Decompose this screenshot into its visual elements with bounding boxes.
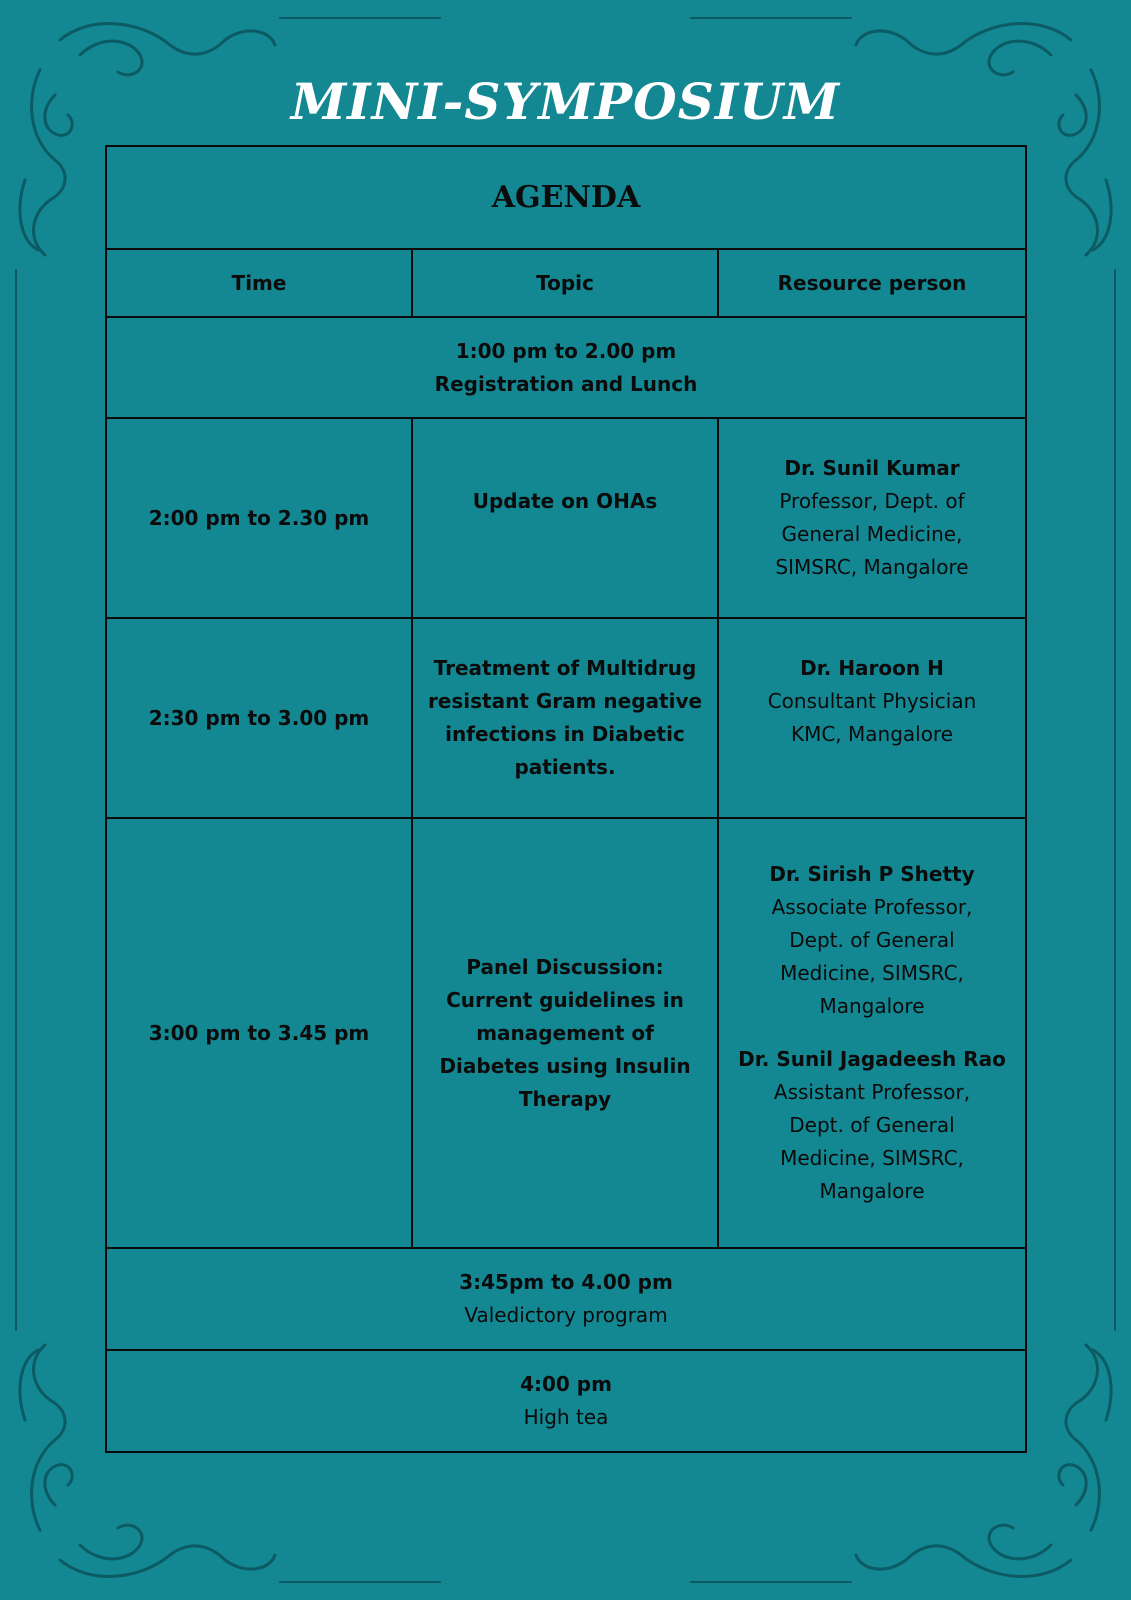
topic-line: patients. xyxy=(514,755,616,779)
topic-line: Panel Discussion: xyxy=(466,954,664,979)
speaker-name: Dr. Sirish P Shetty xyxy=(769,862,975,886)
topic-line: infections in Diabetic xyxy=(445,722,685,746)
valedictory-cell xyxy=(106,1248,1026,1350)
session-3-resource-person xyxy=(718,818,1026,1248)
registration-cell xyxy=(106,317,1026,418)
column-header-time: Time xyxy=(106,249,412,317)
speaker-detail: Dept. of General xyxy=(789,928,955,952)
registration-label: Registration and Lunch xyxy=(434,371,698,396)
speaker-name: Dr. Sunil Kumar xyxy=(784,456,960,480)
speaker-detail: KMC, Mangalore xyxy=(790,722,954,746)
session-3-time: 3:00 pm to 3.45 pm xyxy=(106,818,412,1248)
column-header-resource-person: Resource person xyxy=(718,249,1026,317)
topic-line: resistant Gram negative xyxy=(427,689,703,713)
high-tea-label: High tea xyxy=(523,1405,609,1429)
column-header-topic: Topic xyxy=(412,249,718,317)
speaker-detail: Dept. of General xyxy=(789,1113,955,1137)
session-1-resource-person xyxy=(718,418,1026,618)
speaker-detail: Mangalore xyxy=(819,994,925,1018)
session-1-topic xyxy=(412,418,718,618)
topic-line: Therapy xyxy=(518,1086,612,1111)
speaker-detail: Medicine, SIMSRC, xyxy=(780,1146,964,1170)
topic-line: Treatment of Multidrug xyxy=(433,656,697,680)
speaker-detail: Mangalore xyxy=(819,1179,925,1203)
table-row-session-3 xyxy=(106,818,1026,1248)
session-2-topic xyxy=(412,618,718,818)
speaker-detail: General Medicine, xyxy=(781,522,963,546)
speaker-detail: Professor, Dept. of xyxy=(779,489,965,513)
high-tea-cell xyxy=(106,1350,1026,1452)
agenda-heading-row xyxy=(106,146,1026,249)
table-row-high-tea xyxy=(106,1350,1026,1452)
page-title: MINI-SYMPOSIUM xyxy=(290,72,841,131)
session-2-resource-person xyxy=(718,618,1026,818)
table-row-registration xyxy=(106,317,1026,418)
session-1-time: 2:00 pm to 2.30 pm xyxy=(106,418,412,618)
high-tea-time: 4:00 pm xyxy=(520,1372,612,1396)
agenda-table xyxy=(105,145,1027,1453)
agenda-heading: AGENDA xyxy=(106,146,1026,249)
speaker-name: Dr. Sunil Jagadeesh Rao xyxy=(738,1047,1006,1071)
speaker-detail: Consultant Physician xyxy=(767,689,977,713)
topic-line: Current guidelines in xyxy=(446,987,684,1012)
speaker-detail: SIMSRC, Mangalore xyxy=(775,555,969,579)
table-row-valedictory xyxy=(106,1248,1026,1350)
valedictory-time: 3:45pm to 4.00 pm xyxy=(459,1270,673,1294)
topic-line: management of xyxy=(476,1020,654,1045)
session-3-topic xyxy=(412,818,718,1248)
table-row-session-2 xyxy=(106,618,1026,818)
speaker-detail: Associate Professor, xyxy=(771,895,973,919)
speaker-detail: Assistant Professor, xyxy=(773,1080,971,1104)
table-row-session-1 xyxy=(106,418,1026,618)
registration-time: 1:00 pm to 2.00 pm xyxy=(455,338,677,363)
speaker-detail: Medicine, SIMSRC, xyxy=(780,961,964,985)
session-1-topic-text: Update on OHAs xyxy=(472,489,658,513)
column-header-row xyxy=(106,249,1026,317)
topic-line: Diabetes using Insulin xyxy=(439,1053,691,1078)
speaker-name: Dr. Haroon H xyxy=(800,656,944,680)
session-2-time: 2:30 pm to 3.00 pm xyxy=(106,618,412,818)
valedictory-label: Valedictory program xyxy=(464,1303,668,1327)
